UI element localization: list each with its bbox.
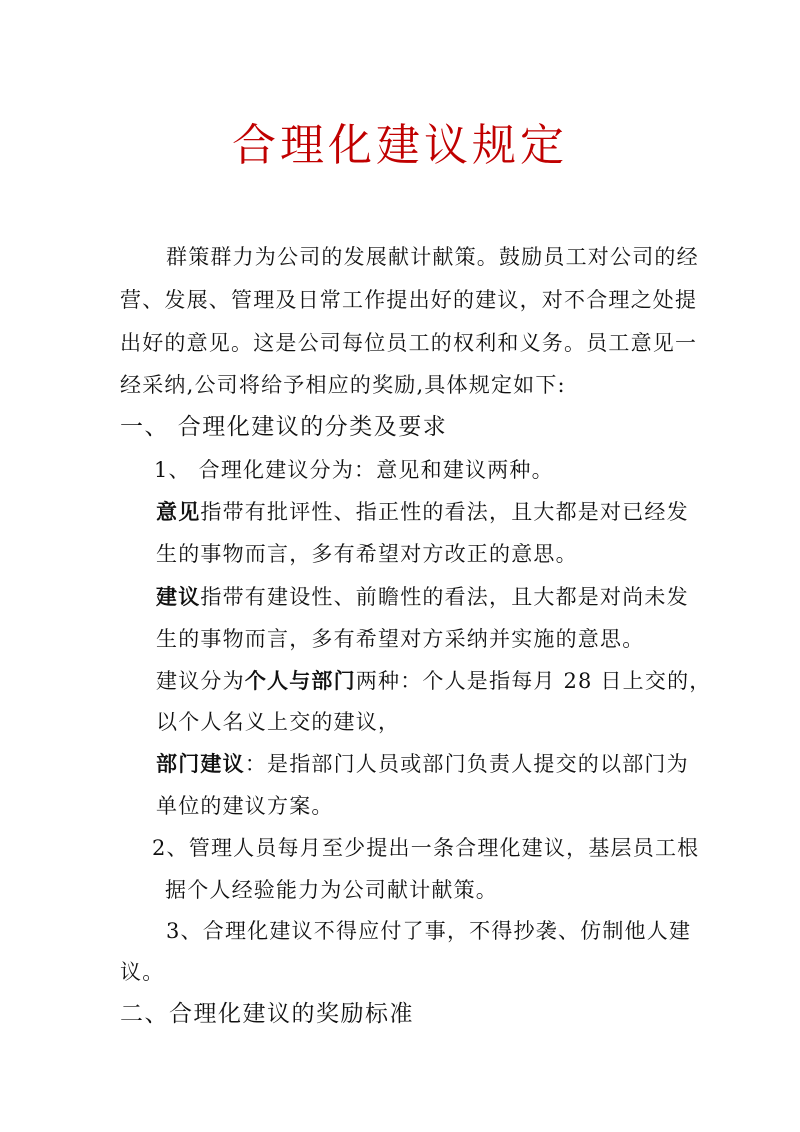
dept-definition-line-2: 单位的建议方案。 xyxy=(156,794,334,818)
types-bold: 个人与部门 xyxy=(244,668,356,693)
jianyi-text: 指带有建设性、前瞻性的看法，且大都是对尚未发 xyxy=(200,585,689,609)
types-line-2: 以个人名义上交的建议， xyxy=(156,710,401,734)
types-prefix: 建议分为 xyxy=(156,669,245,693)
intro-line-1: 群策群力为公司的发展献计献策。鼓励员工对公司的经 xyxy=(166,245,699,269)
yijian-definition-line-2: 生的事物而言，多有希望对方改正的意思。 xyxy=(156,542,578,566)
intro-line-4: 经采纳,公司将给予相应的奖励,具体规定如下: xyxy=(120,373,566,397)
section-1-heading: 一、 合理化建议的分类及要求 xyxy=(120,414,448,440)
intro-line-3: 出好的意见。这是公司每位员工的权利和义务。员工意见一 xyxy=(120,331,698,355)
jianyi-definition-line-2: 生的事物而言，多有希望对方采纳并实施的意思。 xyxy=(156,627,645,651)
item-1-line: 1、 合理化建议分为：意见和建议两种。 xyxy=(154,458,554,482)
dept-term: 部门建议 xyxy=(156,751,245,776)
item-3-line-2: 议。 xyxy=(120,960,165,984)
yijian-term: 意见 xyxy=(156,499,201,524)
item-2-line-1: 2、管理人员每月至少提出一条合理化建议，基层员工根 xyxy=(152,836,700,860)
types-line-1 xyxy=(156,666,711,696)
item-2-line-2: 据个人经验能力为公司献计献策。 xyxy=(165,878,498,902)
yijian-definition-line-1 xyxy=(156,497,689,527)
dept-definition-line-1 xyxy=(156,749,689,779)
section-2-heading: 二、合理化建议的奖励标准 xyxy=(120,1001,414,1027)
jianyi-term: 建议 xyxy=(156,584,201,609)
jianyi-definition-line-1 xyxy=(156,582,689,612)
yijian-text: 指带有批评性、指正性的看法，且大都是对已经发 xyxy=(200,500,689,524)
item-3-line-1: 3、合理化建议不得应付了事，不得抄袭、仿制他人建 xyxy=(166,919,692,943)
intro-line-2: 营、发展、管理及日常工作提出好的建议，对不合理之处提 xyxy=(120,288,698,312)
types-suffix: 两种：个人是指每月 28 日上交的， xyxy=(355,669,712,693)
dept-text: ：是指部门人员或部门负责人提交的以部门为 xyxy=(244,752,689,776)
document-title: 合理化建议规定 xyxy=(232,120,568,171)
